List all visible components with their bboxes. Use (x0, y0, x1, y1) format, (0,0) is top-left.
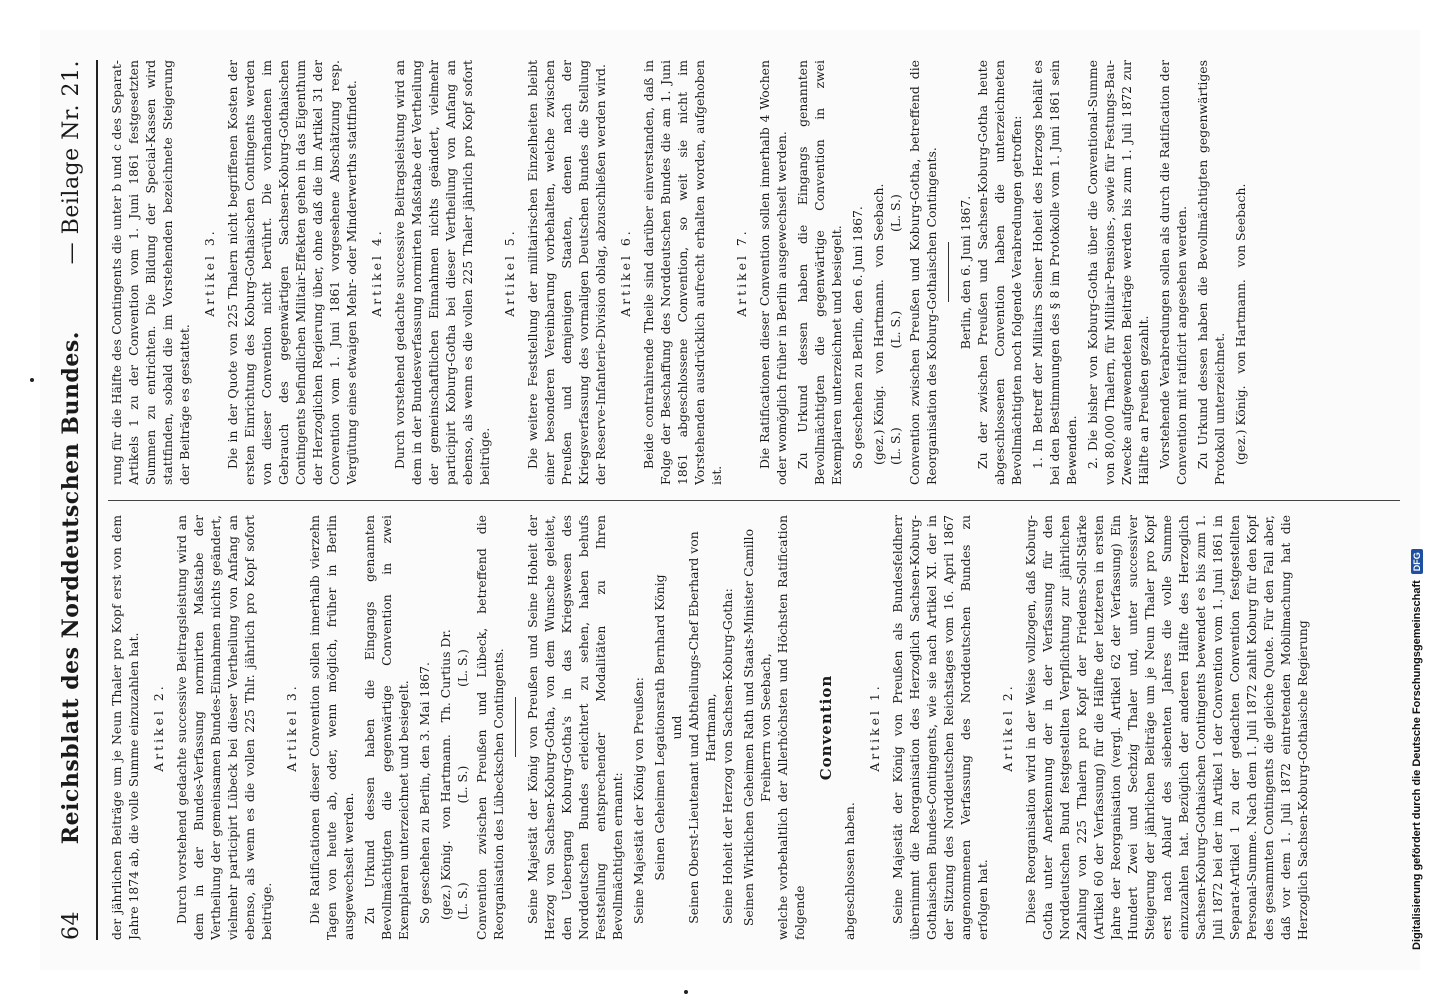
right-art5-heading: Artikel 5. (502, 228, 517, 317)
protocol-date: Berlin, den 6. Juni 1867. (958, 195, 973, 350)
left-intro: der jährlichen Beiträge um je Neun Thaler pro Kopf erst von dem Jahre 1874 ab, die volle Summe einzuzahlen hat. (109, 515, 141, 940)
prussia-und: und (669, 715, 684, 740)
right-witness-text: Zu Urkund dessen haben die Eingangs genannten Bevollmächtigten die gegenwärtige Convention in zwei Exemplaren unterzeichnet und besiegelt. (795, 60, 844, 485)
scanned-page (40, 30, 1420, 970)
section-divider (515, 698, 516, 758)
right-art3-heading: Artikel 3. (202, 228, 217, 317)
right-art4-heading: Artikel 4. (369, 228, 384, 317)
protocol-closing-2: Zu Urkund dessen haben die Bevollmächtigten gegenwärtiges Protokoll unterzeichnet. (1195, 60, 1227, 485)
left-signatures: (gez.) König. von Hartmann. Th. Curtius Dr. (L. S.) (L. S.) (L. S.) (438, 629, 470, 920)
left-place-date: So geschehen zu Berlin, den 3. Mai 1867. (417, 662, 432, 924)
column-separator (108, 500, 1400, 501)
reservation-text: welche vorbehaltlich der Allerhöchsten und Höchsten Ratification folgende (775, 515, 807, 940)
convention-heading: Convention (817, 674, 835, 781)
left-preamble: Seine Majestät der König von Preußen und Seine Hoheit der Herzog von Sachsen-Koburg-Gotha, von dem Wunsche geleitet, den Uebergang Koburg-Gotha's in das Kriegswesen des Norddeutschen Bundes erleichtert zu sehen, haben behufs Feststellung entsprechender Modalitäten zu Ihren Bevollmächtigten ernannt: (525, 515, 625, 940)
left-art3-heading: Artikel 3. (284, 683, 299, 772)
left-column (108, 515, 1400, 940)
digitization-note: Digitalisierung gefördert durch die Deutsche Forschungsgemeinschaft (1411, 580, 1423, 950)
dfg-logo: DFG (1411, 549, 1423, 574)
right-art7-text: Die Ratificationen dieser Convention sollen innerhalb 4 Wochen oder womöglich früher in Berlin ausgewechselt werden. (757, 60, 789, 485)
prussia-envoy-1: Seinen Geheimen Legationsrath Bernhard König (652, 574, 667, 881)
scan-speck (30, 378, 34, 382)
prussia-envoy-2: Seinen Oberst-Lieutenant und Abtheilungs-Chef Eberhard von Hartmann, (686, 531, 718, 924)
left-art2b-text: Diese Reorganisation wird in der Weise vollzogen, daß Koburg-Gotha unter Anerkennung der in der Verfassung für den Norddeutschen Bund festgestellten Verpflichtung zur jährlichen Zahlung von 225 Thalern pro Kopf der Friedens-Soll-Stärke (Artikel 60 der Verfassung) für die Hälfte der letzteren in ersten Jahre der Reorganisation (vergl. Artikel 62 der Verfassung) Ein Hundert Zwei und Sechzig Thaler und, unter successiver Steigerung der jährlichen Beiträge um je Neun Thaler pro Kopf erst nach Ablauf des siebenten Jahres die volle Summe einzuzahlen hat. Bezüglich der anderen Hälfte des Herzoglich Sachsen-Koburg-Gothaischen Contingents bewendet es bis zum 1. Juli 1872 bei der im Artikel 1 der Convention vom 1. Juni 1861 in Separat-Artikel 1 zu der gedachten Convention festgestellten Personal-Summe. Nach dem 1. Juli 1872 zahlt Koburg für den Kopf des gesammten Contingents die gleiche Quote. Für den Fall aber, daß vor dem 1. Juli 1872 eintretenden Mobilmachung hat die Herzoglich Sachsen-Koburg-Gothaische Regierung (1023, 515, 1310, 940)
scan-speck (684, 990, 688, 994)
page-number: 64 (59, 911, 84, 940)
concluded-text: abgeschlossen haben. (842, 802, 857, 940)
protocol-intro: Zu der zwischen Preußen und Sachsen-Koburg-Gotha heute abgeschlossenen Convention haben die unterzeichneten Bevollmächtigten noch folgende Verabredungen getroffen: (975, 60, 1024, 485)
right-art4-text: Durch vorstehend gedachte successive Beitragsleistung wird an dem in der Bundesverfassung normirten Maßstabe der Vertheilung der gemeinschaftlichen Einnahmen nichts geändert, vielmehr participirt Koburg-Gotha bei dieser Vertheilung von Anfang an ebenso, als wenn es die vollen 225 Thaler jährlich pro Kopf sofort beitrüge. (392, 60, 492, 485)
gotha-line: Seine Hoheit der Herzog von Sachsen-Koburg-Gotha: (720, 588, 735, 924)
publication-title: Reichsblatt des Norddeutschen Bundes. (58, 331, 84, 845)
running-head (58, 60, 92, 940)
protocol-item-2: 2. Die bisher von Koburg-Gotha über die Conventional-Summe von 80,000 Thalern, für Militair-Pensions-, sowie für Festungs-Bau-Zwecke aufgewendeten Beiträge werden bis zum 1. Juli 1872 zur Hälfte an Preußen gezahlt. (1085, 60, 1151, 485)
left-convention-title: Convention zwischen Preußen und Lübeck, betreffend die Reorganisation des Lübeckschen Contingents. (474, 515, 506, 940)
gotha-envoy: Seinen Wirklichen Geheimen Rath und Staats-Minister Camillo Freiherrn von Seebach, (741, 528, 773, 927)
protocol-closing-1: Vorstehende Verabredungen sollen als durch die Ratification der Convention mit ratificirt angesehen werden. (1157, 60, 1189, 485)
right-column (108, 60, 1400, 485)
protocol-item-1: 1. In Betreff der Militairs Seiner Hoheit des Herzogs behält es bei den Bestimmungen des § 8 im Protokolle vom 1. Juni 1861 sein Bewenden. (1030, 60, 1079, 485)
header-rule (96, 60, 98, 940)
issue-label: — Beilage Nr. 21. (59, 60, 84, 265)
left-art2b-heading: Artikel 2. (1000, 683, 1015, 772)
right-art6-text: Beide contrahirende Theile sind darüber einverstanden, daß in Folge der Beschaffung des Norddeutschen Bundes die am 1. Juni 1861 abgeschlossene Convention, so weit sie nicht im Vorstehenden ausdrücklich aufrecht erhalten worden, aufgehoben ist. (641, 60, 724, 485)
prussia-line: Seine Majestät der König von Preußen: (631, 677, 646, 924)
left-art2-text: Durch vorstehend gedachte successive Beitragsleistung wird an dem in der Bundes-Verfassung normirten Maßstabe der Vertheilung der gemeinsamen Bundes-Einnahmen nichts geändert, vielmehr participirt Lübeck bei dieser Vertheilung von Anfang an ebenso, als wenn es die vollen 225 Thlr. jährlich pro Kopf sofort beitrüge. (174, 515, 274, 940)
right-art3-text: Die in der Quote von 225 Thalern nicht begriffenen Kosten der ersten Einrichtung des Koburg-Gothaischen Contingents werden von dieser Convention nicht berührt. Die vorhandenen im Gebrauch des gegenwärtigen Sachsen-Koburg-Gothaischen Contingents befindlichen Militair-Effekten gehen in das Eigenthum der Herzoglichen Regierung über, ohne daß die im Artikel 31 der Convention vom 1. Juni 1861 vorgesehene Abschätzung resp. Vergütung eines etwaigen Mehr- oder Minderwerths stattfindet. (225, 60, 359, 485)
right-signatures: (gez.) König. von Hartmann. von Seebach. (L. S.) (L. S.) (L. S.) (871, 183, 903, 465)
right-intro: rung für die Hälfte des Contingents die unter b und c des Separat-Artikels 1 zu der Convention vom 1. Juni 1861 festgesetzten Summen zu entrichten. Die Bildung der Special-Kassen wird stattfinden, sobald die im Vorstehenden bezeichnete Steigerung der Beiträge es gestattet. (109, 60, 192, 485)
left-art2-heading: Artikel 2. (151, 683, 166, 772)
right-convention-title: Convention zwischen Preußen und Koburg-Gotha, betreffend die Reorganisation des Koburg-Gothaischen Contingents. (907, 60, 939, 485)
right-art7-heading: Artikel 7. (734, 228, 749, 317)
right-place-date: So geschehen zu Berlin, den 6. Juni 1867. (850, 206, 865, 469)
left-art3-text: Die Ratificationen dieser Convention sollen innerhalb vierzehn Tagen von heute ab, oder, wenn möglich, früher in Berlin ausgewechselt werden. (307, 515, 356, 940)
final-signatures: (gez.) König. von Hartmann. von Seebach. (1233, 183, 1248, 465)
right-art5-text: Die weitere Feststellung der militairischen Einzelheiten bleibt einer besonderen Vereinbarung vorbehalten, welche zwischen Preußen und demjenigen Staaten, denen nach der Kriegsverfassung des vormaligen Deutschen Bundes die Stellung der Reserve-Infanterie-Division oblag, abzuschließen werden wird. (525, 60, 608, 485)
left-witness-text: Zu Urkund dessen haben die Eingangs genannten Bevollmächtigten die gegenwärtige Convention in zwei Exemplaren unterzeichnet und besiegelt. (362, 515, 411, 940)
left-art1-text: Seine Majestät der König von Preußen als Bundesfeldherr übernimmt die Reorganisation des Herzoglich Sachsen-Koburg-Gothaischen Bundes-Contingents, wie sie nach Artikel XI. der in der Sitzung des Norddeutschen Reichstages vom 16. April 1867 angenommenen Verfassung des Norddeutschen Bundes zu erfolgen hat. (890, 515, 990, 940)
digitization-sidebar (1406, 10, 1428, 950)
section-divider-right (948, 243, 949, 303)
left-art1-heading: Artikel 1. (867, 683, 882, 772)
right-art6-heading: Artikel 6. (618, 228, 633, 317)
